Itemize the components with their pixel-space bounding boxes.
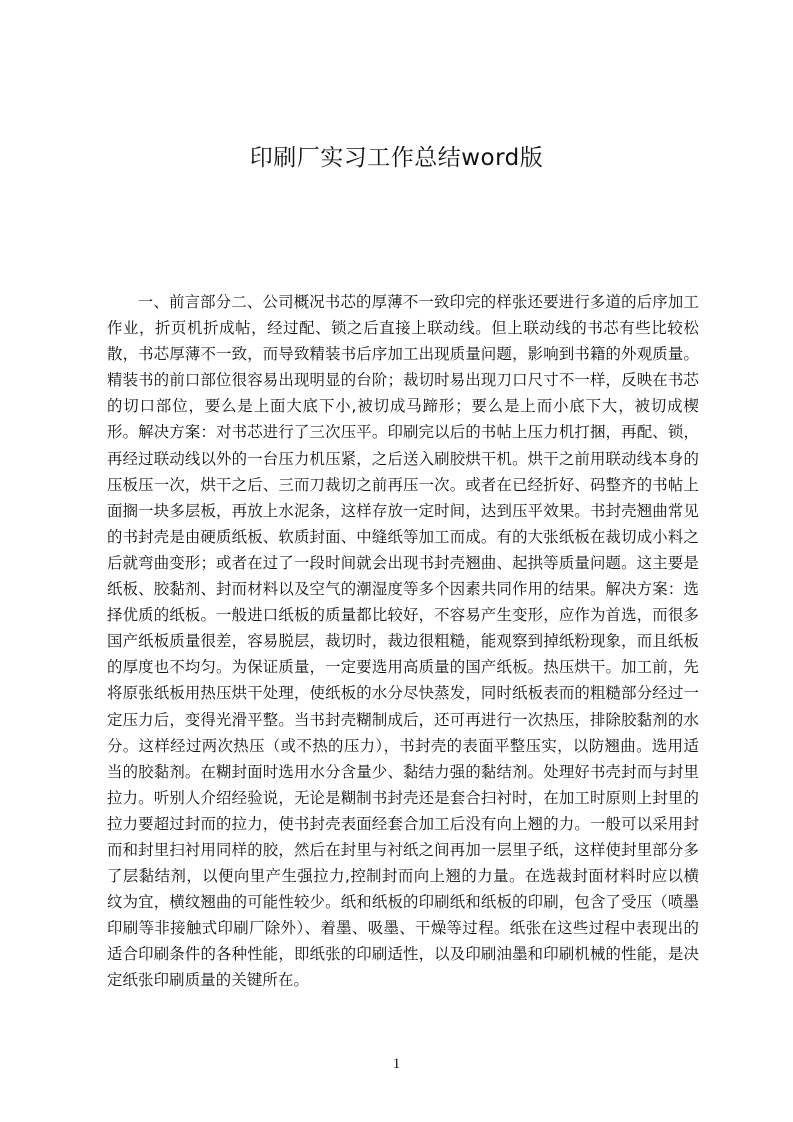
page-number: 1 <box>392 1056 401 1072</box>
body-paragraph: 一、前言部分二、公司概况书芯的厚薄不一致印完的样张还要进行多道的后序加工作业，折页机折成帖，经过配、锁之后直接上联动线。但上联动线的书芯有些比较松散，书芯厚薄不一致，而导致精装书后序加工出现质量问题，影响到书籍的外观质量。精装书的前口部位很容易出现明显的台阶；裁切时易出现刀口尺寸不一样，反映在书芯的切口部位，要么是上面大底下小,被切成马蹄形；要么是上而小底下大，被切成楔形。解决方案：对书芯进行了三次压平。印刷完以后的书帖上压力机打捆，再配、锁，再经过联动线以外的一台压力机压紧，之后送入刷胶烘干机。烘干之前用联动线本身的压板压一次，烘干之后、三而刀裁切之前再压一次。或者在已经折好、码整齐的书帖上面搁一块多层板，再放上水泥条，这样存放一定时间，达到压平效果。书封壳翘曲常见的书封壳是由硬质纸板、软质封面、中缝纸等加工而成。有的大张纸板在裁切成小料之后就弯曲变形；或者在过了一段时间就会出现书封壳翘曲、起拱等质量问题。这主要是纸板、胶黏剂、封而材料以及空气的潮湿度等多个因素共同作用的结果。解决方案：选择优质的纸板。一般进口纸板的质量都比较好，不容易产生变形，应作为首选，而很多国产纸板质量很差，容易脱层，裁切时，裁边很粗糙，能观察到掉纸粉现象，而且纸板的厚度也不均匀。为保证质量，一定要选用高质量的国产纸板。热压烘干。加工前，先将原张纸板用热压烘干处理，使纸板的水分尽快蒸发，同时纸板表而的粗糙部分经过一定压力后，变得光滑平整。当书封壳糊制成后，还可再进行一次热压，排除胶黏剂的水分。这样经过两次热压（或不热的压力），书封壳的表面平整压实，以防翘曲。选用适当的胶黏剂。在糊封面时选用水分含量少、黏结力强的黏结剂。处理好书壳封而与封里拉力。听别人介绍经验说，无论是糊制书封壳还是套合扫衬时，在加工时原则上封里的拉力要超过封而的拉力，使书封壳表面经套合加工后没有向上翘的力。一般可以采用封而和封里扫衬用同样的胶，然后在封里与衬纸之间再加一层里子纸，这样使封里部分多了层黏结剂，以便向里产生强拉力,控制封而向上翘的力量。在选裁封面材料时应以横纹为宜，横纹翘曲的可能性较少。纸和纸板的印刷纸和纸板的印刷，包含了受压（喷墨印刷等非接触式印刷厂除外）、着墨、吸墨、干燥等过程。纸张在这些过程中表现出的适合印刷条件的各种性能，即纸张的印刷适性，以及印刷油墨和印刷机械的性能，是决定纸张印刷质量的关键所在。 <box>107 293 699 990</box>
document-title: 印刷厂实习工作总结word版 <box>249 145 544 171</box>
